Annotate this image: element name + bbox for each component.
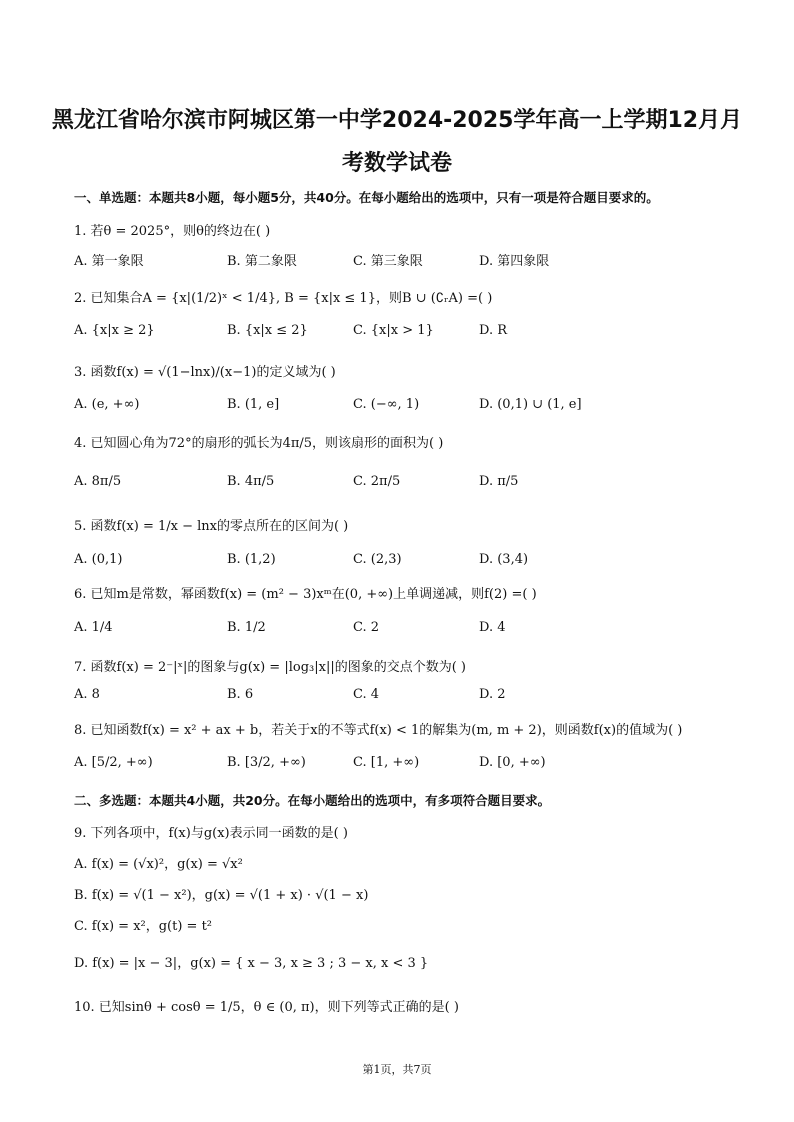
option-d: D. [0, +∞): [479, 755, 546, 770]
option-d: D. 第四象限: [479, 254, 550, 269]
question-stem: 10. 已知sinθ + cosθ = 1/5，θ ∈ (0, π)，则下列等式正确的是( ): [74, 1000, 459, 1015]
question-stem: 2. 已知集合A = {x|(1/2)ˣ < 1/4}, B = {x|x ≤ 1}，则B ∪ (∁ᵣA) =( ): [74, 291, 493, 306]
option-b: B. [3/2, +∞): [227, 755, 306, 770]
option-c: C. [1, +∞): [353, 755, 420, 770]
question-stem: 6. 已知m是常数，幂函数f(x) = (m² − 3)xᵐ在(0, +∞)上单调递减，则f(2) =( ): [74, 587, 537, 602]
option-a: A. 第一象限: [74, 254, 144, 269]
section-heading-multiple-choice: 二、多选题：本题共4小题，共20分。在每小题给出的选项中，有多项符合题目要求。: [74, 793, 551, 808]
option-a: A. [5/2, +∞): [74, 755, 153, 770]
option-b: B. 第二象限: [227, 254, 297, 269]
option-a: A. f(x) = (√x)²，g(x) = √x²: [74, 857, 243, 872]
option-c: C. 4: [353, 687, 380, 702]
option-a: A. 8: [74, 687, 100, 702]
option-b: B. 1/2: [227, 620, 266, 635]
option-row: [74, 397, 754, 419]
option-d: D. R: [479, 323, 508, 338]
option-c: C. f(x) = x²，g(t) = t²: [74, 919, 213, 934]
option-b: B. 6: [227, 687, 254, 702]
option-b: B. (1, e]: [227, 397, 280, 412]
option-c: C. (2,3): [353, 552, 402, 567]
option-a: A. 8π/5: [74, 474, 122, 489]
option-row: [74, 552, 754, 574]
question-stem: 3. 函数f(x) = √(1−lnx)/(x−1)的定义域为( ): [74, 365, 336, 380]
question-stem: 5. 函数f(x) = 1/x − lnx的零点所在的区间为( ): [74, 519, 349, 534]
option-row: [74, 250, 754, 272]
question-stem: 4. 已知圆心角为72°的扇形的弧长为4π/5，则该扇形的面积为( ): [74, 436, 444, 451]
option-a: A. (e, +∞): [74, 397, 140, 412]
question-stem: 7. 函数f(x) = 2⁻|ˣ|的图象与g(x) = |log₃|x||的图象的交点个数为( ): [74, 660, 466, 675]
option-row: [74, 687, 754, 709]
option-c: C. 第三象限: [353, 254, 423, 269]
option-row: [74, 620, 754, 642]
option-b: B. f(x) = √(1 − x²)，g(x) = √(1 + x) · √(1 − x): [74, 888, 369, 903]
page-title: 黑龙江省哈尔滨市阿城区第一中学2024-2025学年高一上学期12月月: [51, 108, 743, 133]
option-c: C. {x|x > 1}: [353, 323, 434, 338]
option-d: D. 4: [479, 620, 506, 635]
option-b: B. 4π/5: [227, 474, 275, 489]
option-b: B. {x|x ≤ 2}: [227, 323, 308, 338]
option-a: A. (0,1): [74, 552, 123, 567]
option-row: [74, 474, 754, 496]
section-heading-single-choice: 一、单选题：本题共8小题，每小题5分，共40分。在每小题给出的选项中，只有一项是符合题目要求的。: [74, 190, 659, 205]
option-d: D. 2: [479, 687, 506, 702]
option-c: C. 2: [353, 620, 380, 635]
question-stem: 1. 若θ = 2025°，则θ的终边在( ): [74, 224, 271, 239]
option-b: B. (1,2): [227, 552, 276, 567]
page-footer: 第1页，共7页: [362, 1063, 432, 1076]
option-row: [74, 323, 754, 345]
option-a: A. {x|x ≥ 2}: [74, 323, 155, 338]
option-c: C. (−∞, 1): [353, 397, 420, 412]
option-d: D. (0,1) ∪ (1, e]: [479, 397, 582, 412]
page-title-continued: 考数学试卷: [341, 151, 452, 176]
option-a: A. 1/4: [74, 620, 113, 635]
option-row: [74, 755, 754, 777]
option-c: C. 2π/5: [353, 474, 401, 489]
option-d: D. f(x) = |x − 3|，g(x) = { x − 3, x ≥ 3 ; 3 − x, x < 3 }: [74, 956, 429, 971]
question-stem: 9. 下列各项中，f(x)与g(x)表示同一函数的是( ): [74, 826, 348, 841]
question-stem: 8. 已知函数f(x) = x² + ax + b，若关于x的不等式f(x) < 1的解集为(m, m + 2)，则函数f(x)的值域为( ): [74, 723, 683, 738]
option-d: D. π/5: [479, 474, 519, 489]
option-d: D. (3,4): [479, 552, 529, 567]
